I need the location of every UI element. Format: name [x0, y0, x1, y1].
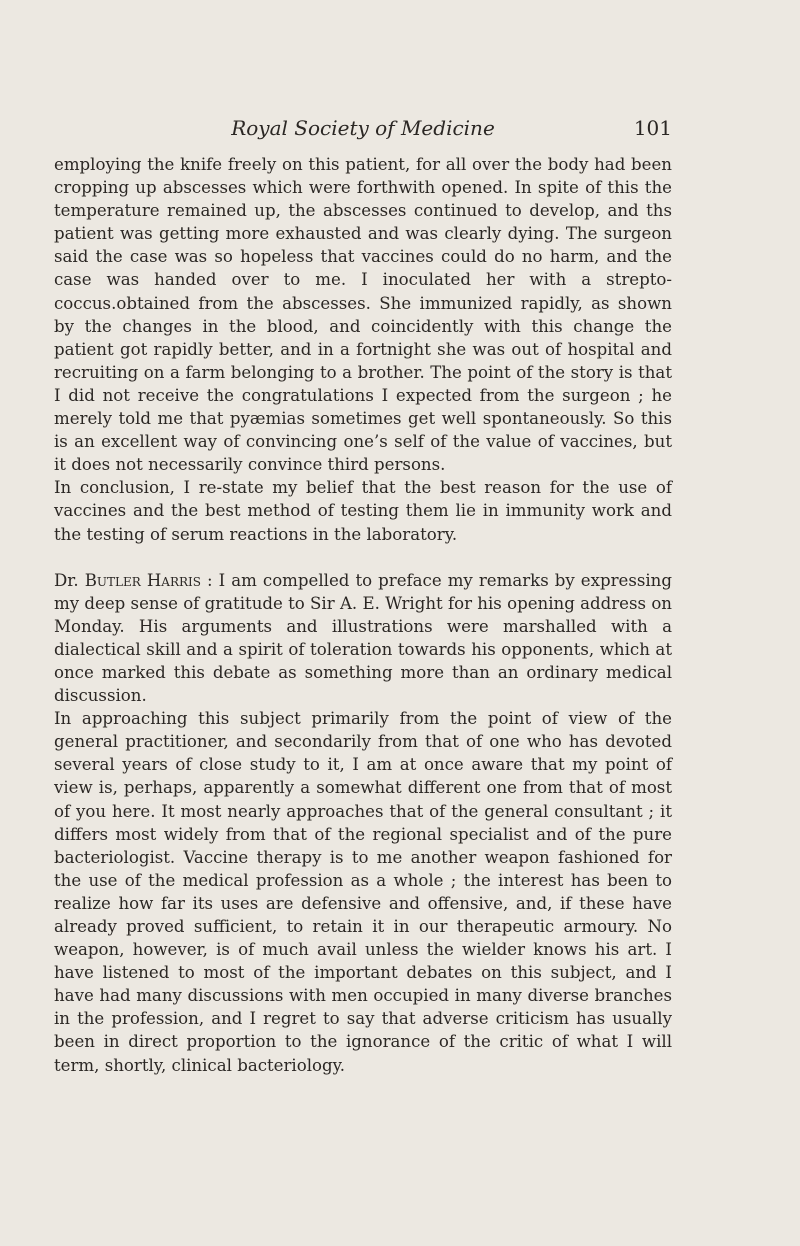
paragraph-conclusion: In conclusion, I re-state my belief that the best reason for the use of vaccines and the best method of testing them lie in immunity work and the testing of serum reactions in the laboratory. — [54, 478, 672, 544]
paragraph-general-practitioner-view: In approaching this subject primarily from the point of view of the general practitioner, and secondarily from that of one who has devoted several years of close study to it, I am at once aware that my point of view is, perhaps, apparently a somewhat different one from that of most of you here. It most nearly approaches that of the general consultant ; it differs most widely from that of the regional specialist and of the pure bacteriologist. Vaccine therapy is to me another weapon fashioned for the use of the medical profession as a whole ; the interest has been to realize how far its uses are defensive and offensive, and, if these have already proved sufficient, to retain it in our therapeutic armoury. No weapon, however, is of much avail unless the wielder knows his art. I have listened to most of the important debates on this subject, and I have had many discussions with men occupied in many diverse branches in the profession, and I regret to say that adverse criticism has usually been in direct proportion to the ignorance of the critic of what I will term, shortly, clinical bacteriology. — [54, 709, 672, 1075]
page-number: 101 — [633, 116, 672, 140]
page-header — [54, 114, 672, 142]
speaker-remarks: : I am compelled to preface my remarks by expressing my deep sense of gratitude to Sir A. E. Wright for his opening address on Monday. His arguments and illustrations were marshalled with a dialectical skill and a spirit of toleration towards his opponents, which at once marked this debate as something more than an ordinary medical discussion. — [54, 570, 672, 706]
running-title: Royal Society of Medicine — [231, 116, 495, 140]
body-text — [54, 153, 672, 1077]
speaker-prefix: Dr. — [54, 570, 85, 590]
speaker-name: Butler Harris — [84, 570, 201, 590]
paragraph-case-report: employing the knife freely on this patient, for all over the body had been cropping up abscesses which were forthwith opened. In spite of this the temperature remained up, the abscesses continued to develop, and ths patient was getting more exhausted and was clearly dying. The surgeon said the case was so hopeless that vaccines could do no harm, and the case was handed over to me. I inoculated her with a strepto-coccus.obtained from the abscesses. She immunized rapidly, as shown by the changes in the blood, and coincidently with this change the patient got rapidly better, and in a fortnight she was out of hospital and recruiting on a farm belonging to a brother. The point of the story is that I did not receive the congratulations I expected from the surgeon ; he merely told me that pyæmias sometimes get well spontaneously. So this is an excellent way of convincing one’s self of the value of vaccines, but it does not necessarily convince third persons. — [54, 155, 672, 475]
paragraph-butler-harris-opening — [54, 569, 672, 708]
